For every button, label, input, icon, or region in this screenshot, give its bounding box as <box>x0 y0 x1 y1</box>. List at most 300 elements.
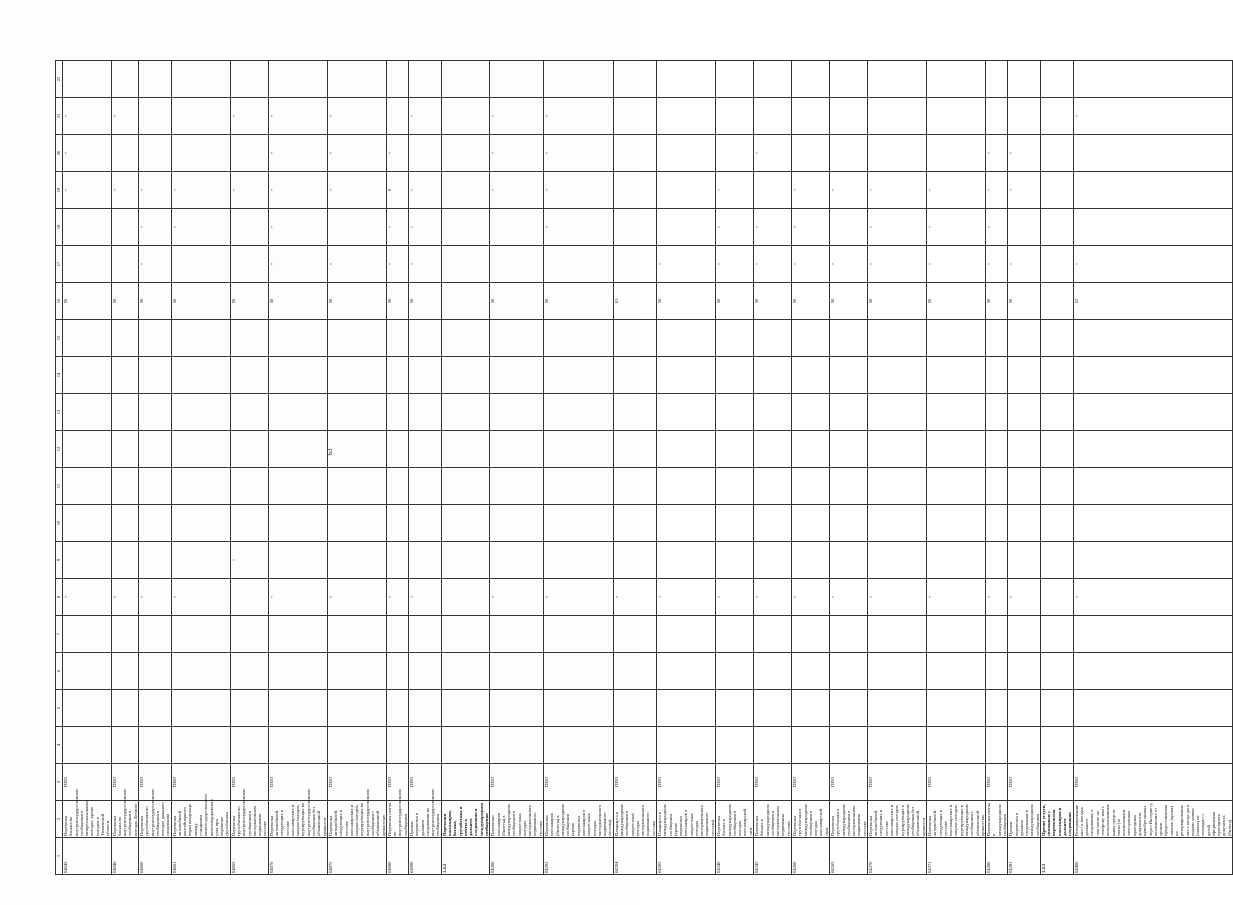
row-cell-col-7 <box>171 616 230 653</box>
row-cell-col-13 <box>138 394 171 431</box>
row-cell-col-8: + <box>63 579 112 616</box>
row-cell-col-20 <box>1040 135 1073 172</box>
row-cell-col-18: + <box>171 209 230 246</box>
row-cell-col-4 <box>1008 727 1041 764</box>
row-cell-col-14 <box>927 357 986 394</box>
row-type: ППО <box>791 764 829 801</box>
row-cell-col-6 <box>613 653 656 690</box>
row-type <box>1040 764 1073 801</box>
row-cell-col-18 <box>111 209 138 246</box>
row-cell-col-7 <box>986 616 1008 653</box>
row-cell-col-17: + <box>1008 246 1041 283</box>
row-cell-col-16: 50 <box>409 283 442 320</box>
row-cell-col-4 <box>409 727 442 764</box>
row-cell-col-10 <box>544 505 614 542</box>
row-cell-col-22 <box>268 61 327 98</box>
row-cell-col-18: + <box>409 209 442 246</box>
row-cell-col-10 <box>268 505 327 542</box>
row-cell-col-15 <box>927 320 986 357</box>
row-cell-col-14 <box>441 357 490 394</box>
row-cell-col-17: + <box>986 246 1008 283</box>
row-cell-col-6 <box>63 653 112 690</box>
row-cell-col-21: + <box>63 98 112 135</box>
table-row <box>386 61 408 875</box>
row-cell-col-5 <box>386 690 408 727</box>
row-cell-col-10 <box>441 505 490 542</box>
row-cell-col-5 <box>327 690 386 727</box>
row-cell-col-10 <box>1040 505 1073 542</box>
row-cell-col-4 <box>386 727 408 764</box>
row-code: 04202 <box>544 838 614 875</box>
row-cell-col-13 <box>327 394 386 431</box>
header-cell: 12 <box>56 431 63 468</box>
row-cell-col-15 <box>268 320 327 357</box>
row-cell-col-8: + <box>490 579 544 616</box>
row-cell-col-17 <box>63 246 112 283</box>
header-cell: 4 <box>56 727 63 764</box>
row-cell-col-7 <box>111 616 138 653</box>
row-cell-col-12 <box>111 431 138 468</box>
row-code: 04205 <box>656 838 715 875</box>
row-cell-col-6 <box>829 653 867 690</box>
tariff-table <box>55 60 1233 875</box>
row-cell-col-22 <box>138 61 171 98</box>
row-cell-col-21: + <box>111 98 138 135</box>
row-cell-col-13 <box>927 394 986 431</box>
row-cell-col-14 <box>409 357 442 394</box>
row-cell-col-16: 50 <box>268 283 327 320</box>
row-cell-col-4 <box>544 727 614 764</box>
table-row <box>544 61 614 875</box>
row-cell-col-18 <box>1073 209 1232 246</box>
row-cell-col-17: + <box>829 246 867 283</box>
row-name: Перевозка автомобилей, следующих в составе пассажирских и скорых поездов, курсирующих в международном сообщении с объявленной ценностью <box>927 801 986 838</box>
header-cell: 6 <box>56 653 63 690</box>
row-cell-col-14 <box>1008 357 1041 394</box>
row-cell-col-13 <box>268 394 327 431</box>
row-cell-col-12 <box>544 431 614 468</box>
row-cell-col-22 <box>327 61 386 98</box>
row-cell-col-10 <box>613 505 656 542</box>
row-cell-col-15 <box>791 320 829 357</box>
row-cell-col-10 <box>829 505 867 542</box>
row-cell-col-16 <box>441 283 490 320</box>
row-cell-col-9 <box>386 542 408 579</box>
row-code: 04070 <box>268 838 327 875</box>
row-type: ППО <box>754 764 792 801</box>
row-cell-col-22 <box>829 61 867 98</box>
row-cell-col-12 <box>986 431 1008 468</box>
table-row <box>63 61 112 875</box>
row-cell-col-22 <box>1008 61 1041 98</box>
row-cell-col-7 <box>754 616 792 653</box>
row-cell-col-6 <box>1073 653 1232 690</box>
row-cell-col-5 <box>138 690 171 727</box>
row-cell-col-8: + <box>656 579 715 616</box>
row-cell-col-5 <box>829 690 867 727</box>
row-cell-col-10 <box>230 505 268 542</box>
row-cell-col-18 <box>63 209 112 246</box>
row-cell-col-11 <box>63 468 112 505</box>
row-cell-col-17 <box>111 246 138 283</box>
row-cell-col-7 <box>927 616 986 653</box>
row-cell-col-9 <box>490 542 544 579</box>
header-cell: 1 <box>56 838 63 875</box>
row-cell-col-7 <box>716 616 754 653</box>
row-cell-col-17: + <box>791 246 829 283</box>
row-cell-col-8: + <box>409 579 442 616</box>
row-cell-col-9 <box>613 542 656 579</box>
row-cell-col-11 <box>1073 468 1232 505</box>
row-cell-col-4 <box>656 727 715 764</box>
row-cell-col-17: + <box>386 246 408 283</box>
row-cell-col-16: 50 <box>63 283 112 320</box>
row-cell-col-21 <box>656 98 715 135</box>
row-cell-col-9 <box>268 542 327 579</box>
row-cell-col-6 <box>716 653 754 690</box>
row-cell-col-17: + <box>656 246 715 283</box>
row-cell-col-21 <box>927 98 986 135</box>
table-row <box>867 61 926 875</box>
row-cell-col-6 <box>327 653 386 690</box>
row-cell-col-16: 50 <box>656 283 715 320</box>
row-code: 04060 <box>138 838 171 875</box>
row-cell-col-13 <box>754 394 792 431</box>
row-cell-col-18: + <box>791 209 829 246</box>
row-type: ППО <box>1008 764 1041 801</box>
row-cell-col-20 <box>409 135 442 172</box>
row-cell-col-5 <box>1040 690 1073 727</box>
row-cell-col-10 <box>1008 505 1041 542</box>
row-cell-col-7 <box>138 616 171 653</box>
row-cell-col-13 <box>829 394 867 431</box>
row-cell-col-13 <box>716 394 754 431</box>
rotated-table-area <box>55 60 1232 875</box>
row-cell-col-20 <box>613 135 656 172</box>
row-cell-col-19: + <box>716 172 754 209</box>
row-name: Прочие услуги, связанные с перевозками пассажиров в дальнем следовании <box>1040 801 1073 838</box>
row-cell-col-16: 50 <box>754 283 792 320</box>
header-cell: 17 <box>56 246 63 283</box>
row-type: ППО <box>171 764 230 801</box>
row-cell-col-19: + <box>986 172 1008 209</box>
row-cell-col-8: + <box>986 579 1008 616</box>
row-cell-col-21 <box>754 98 792 135</box>
row-cell-col-22 <box>986 61 1008 98</box>
row-cell-col-17: + <box>327 246 386 283</box>
row-name: Перевозка багажа в международном сообщении в поездах пассажирской тяги <box>716 801 754 838</box>
header-cell: 8 <box>56 579 63 616</box>
row-type: ППО <box>544 764 614 801</box>
row-cell-col-21: + <box>268 98 327 135</box>
row-cell-col-21 <box>613 98 656 135</box>
row-cell-col-11 <box>441 468 490 505</box>
row-cell-col-8: + <box>829 579 867 616</box>
row-cell-col-14 <box>111 357 138 394</box>
row-cell-col-19: + <box>490 172 544 209</box>
row-cell-col-19: + <box>327 172 386 209</box>
row-cell-col-7 <box>63 616 112 653</box>
row-cell-col-17 <box>613 246 656 283</box>
row-cell-col-8: + <box>386 579 408 616</box>
row-cell-col-9 <box>327 542 386 579</box>
row-cell-col-22 <box>111 61 138 98</box>
table-row <box>268 61 327 875</box>
header-cell: 11 <box>56 468 63 505</box>
row-cell-col-14 <box>544 357 614 394</box>
row-cell-col-6 <box>656 653 715 690</box>
row-type: ППО <box>867 764 926 801</box>
row-name: Перевозка грузобагажа во внутригосударственном сообщении в поездах дальнего следования <box>138 789 171 836</box>
row-cell-col-9 <box>138 542 171 579</box>
row-cell-col-13 <box>1040 394 1073 431</box>
header-cell: 19 <box>56 172 63 209</box>
row-cell-col-13 <box>986 394 1008 431</box>
row-cell-col-8: + <box>327 579 386 616</box>
row-name: Перевозка почты в международном сообщении <box>986 801 1008 838</box>
row-cell-col-15 <box>1073 320 1232 357</box>
row-cell-col-18 <box>613 209 656 246</box>
row-cell-col-10 <box>490 505 544 542</box>
row-cell-col-19: + <box>791 172 829 209</box>
row-cell-col-9 <box>1073 542 1232 579</box>
row-cell-col-5 <box>268 690 327 727</box>
row-code: 04061 <box>171 838 230 875</box>
row-cell-col-13 <box>441 394 490 431</box>
row-cell-col-9 <box>986 542 1008 579</box>
row-cell-col-12 <box>1073 431 1232 468</box>
row-cell-col-16: 50 <box>791 283 829 320</box>
table-header-row <box>56 61 63 875</box>
row-cell-col-14 <box>1040 357 1073 394</box>
row-cell-col-21 <box>716 98 754 135</box>
row-cell-col-4 <box>230 727 268 764</box>
row-cell-col-6 <box>386 653 408 690</box>
row-cell-col-5 <box>230 690 268 727</box>
row-cell-col-15 <box>230 320 268 357</box>
row-cell-col-22 <box>927 61 986 98</box>
header-cell: 5 <box>56 690 63 727</box>
row-code: 04270 <box>867 838 926 875</box>
row-cell-col-21 <box>791 98 829 135</box>
row-cell-col-12 <box>791 431 829 468</box>
row-cell-col-5 <box>1008 690 1041 727</box>
row-cell-col-13 <box>1073 394 1232 431</box>
row-cell-col-16: 50 <box>867 283 926 320</box>
row-name: Прочие перевозки в дальнем следовании во внутригосударственном сообщении <box>409 789 441 836</box>
row-cell-col-21: + <box>327 98 386 135</box>
row-cell-col-15 <box>441 320 490 357</box>
row-cell-col-11 <box>490 468 544 505</box>
row-cell-col-10 <box>927 505 986 542</box>
row-cell-col-5 <box>441 690 490 727</box>
row-cell-col-17: + <box>409 246 442 283</box>
row-cell-col-4 <box>1073 727 1232 764</box>
header-cell: 13 <box>56 394 63 431</box>
row-cell-col-20: + <box>63 135 112 172</box>
row-cell-col-21 <box>986 98 1008 135</box>
row-code: 04271 <box>927 838 986 875</box>
row-type: ППО <box>327 764 386 801</box>
row-cell-col-5 <box>656 690 715 727</box>
row-type: ППО <box>927 764 986 801</box>
header-cell: 16 <box>56 283 63 320</box>
row-cell-col-22 <box>1040 61 1073 98</box>
row-cell-col-16: 50 <box>544 283 614 320</box>
row-cell-col-9 <box>716 542 754 579</box>
row-cell-col-18 <box>490 209 544 246</box>
row-cell-col-20: + <box>986 135 1008 172</box>
row-cell-col-12 <box>268 431 327 468</box>
table-row <box>490 61 544 875</box>
row-cell-col-20 <box>138 135 171 172</box>
row-cell-col-14 <box>490 357 544 394</box>
row-cell-col-8: + <box>791 579 829 616</box>
row-cell-col-22 <box>230 61 268 98</box>
row-cell-col-15 <box>171 320 230 357</box>
row-cell-col-4 <box>138 727 171 764</box>
table-row <box>1008 61 1041 875</box>
row-cell-col-12 <box>490 431 544 468</box>
row-cell-col-20 <box>791 135 829 172</box>
row-cell-col-16: 01 <box>613 283 656 320</box>
row-type: ППО <box>829 764 867 801</box>
row-code: 04245 <box>754 838 792 875</box>
row-cell-col-18 <box>829 209 867 246</box>
row-cell-col-14 <box>386 357 408 394</box>
row-cell-col-11 <box>1040 468 1073 505</box>
row-cell-col-19: 0 <box>386 172 408 209</box>
row-name: Перевозка автомобилей контейнерного парка владельца между станциями межгосударственного железнодорожного узла при перевозке грузобагажа <box>171 793 230 836</box>
row-cell-col-19: + <box>230 172 268 209</box>
row-name: Перевозка автомобилей, следующих в составе пассажирских и скорых поездов, курсирующих в международном сообщении без объявленной ценности <box>867 801 926 838</box>
row-cell-col-5 <box>63 690 112 727</box>
row-cell-col-6 <box>268 653 327 690</box>
table-row <box>656 61 715 875</box>
row-cell-col-4 <box>490 727 544 764</box>
table-row <box>716 61 754 875</box>
row-cell-col-13 <box>867 394 926 431</box>
row-cell-col-20 <box>656 135 715 172</box>
row-cell-col-14 <box>716 357 754 394</box>
row-cell-col-21 <box>867 98 926 135</box>
row-cell-col-16 <box>1040 283 1073 320</box>
header-cell: 22 <box>56 61 63 98</box>
row-cell-col-19 <box>754 172 792 209</box>
row-cell-col-21: + <box>409 98 442 135</box>
row-cell-col-8: + <box>544 579 614 616</box>
row-cell-col-19 <box>1073 172 1232 209</box>
row-cell-col-17: + <box>268 246 327 283</box>
row-cell-col-8: + <box>138 579 171 616</box>
row-cell-col-22 <box>754 61 792 98</box>
row-cell-col-8: + <box>754 579 792 616</box>
row-cell-col-16: 50 <box>716 283 754 320</box>
row-cell-col-19: + <box>111 172 138 209</box>
row-cell-col-13 <box>230 394 268 431</box>
row-cell-col-11 <box>1008 468 1041 505</box>
row-cell-col-19: + <box>138 172 171 209</box>
row-cell-col-20 <box>111 135 138 172</box>
row-cell-col-6 <box>791 653 829 690</box>
row-cell-col-4 <box>613 727 656 764</box>
row-cell-col-11 <box>927 468 986 505</box>
row-cell-col-18 <box>230 209 268 246</box>
row-cell-col-18: + <box>544 209 614 246</box>
row-cell-col-21: + <box>544 98 614 135</box>
row-cell-col-9 <box>791 542 829 579</box>
row-cell-col-5 <box>544 690 614 727</box>
row-cell-col-8: + <box>716 579 754 616</box>
row-type: ППО <box>490 764 544 801</box>
row-cell-col-14 <box>171 357 230 394</box>
header-cell: 15 <box>56 320 63 357</box>
row-cell-col-10 <box>867 505 926 542</box>
row-name: Плацкарта в международном сообщении в скоростных поездах моторвагонного подвижного состава <box>613 801 656 838</box>
row-cell-col-9 <box>63 542 112 579</box>
table-row <box>1073 61 1232 875</box>
row-code: 04240 <box>716 838 754 875</box>
row-type: ППО <box>230 764 268 801</box>
row-cell-col-12 <box>409 431 442 468</box>
row-cell-col-7 <box>409 616 442 653</box>
table-row <box>791 61 829 875</box>
row-cell-col-7 <box>268 616 327 653</box>
row-cell-col-15 <box>754 320 792 357</box>
row-cell-col-10 <box>754 505 792 542</box>
row-cell-col-8 <box>230 579 268 616</box>
row-cell-col-14 <box>230 357 268 394</box>
row-cell-col-15 <box>111 320 138 357</box>
row-cell-col-7 <box>230 616 268 653</box>
header-cell: 3 <box>56 764 63 801</box>
row-cell-col-8: + <box>171 579 230 616</box>
row-cell-col-5 <box>791 690 829 727</box>
row-cell-col-6 <box>867 653 926 690</box>
row-cell-col-13 <box>409 394 442 431</box>
row-cell-col-20 <box>230 135 268 172</box>
row-cell-col-22 <box>490 61 544 98</box>
row-cell-col-5 <box>171 690 230 727</box>
row-cell-col-9 <box>927 542 986 579</box>
row-cell-col-19: + <box>268 172 327 209</box>
row-cell-col-14 <box>829 357 867 394</box>
row-type: ППО <box>111 764 138 801</box>
row-cell-col-13 <box>171 394 230 431</box>
row-cell-col-5 <box>1073 690 1232 727</box>
row-cell-col-10 <box>327 505 386 542</box>
row-cell-col-22 <box>791 61 829 98</box>
row-cell-col-13 <box>613 394 656 431</box>
row-cell-col-11 <box>829 468 867 505</box>
row-cell-col-22 <box>867 61 926 98</box>
row-name: Перевозка автомобилей, следующих в составе пассажирских и скорых поездов, курсирующих во внутригосударственном сообщении с объявленной ценностью <box>327 789 386 836</box>
row-cell-col-18 <box>1040 209 1073 246</box>
table-row <box>986 61 1008 875</box>
row-cell-col-7 <box>490 616 544 653</box>
row-cell-col-6 <box>111 653 138 690</box>
row-cell-col-22 <box>1073 61 1232 98</box>
row-cell-col-14 <box>656 357 715 394</box>
row-cell-col-12 <box>63 431 112 468</box>
row-name: Перевозки пассажиров, багажа, грузобагажа и почты в дальнем следовании в международном сообщении <box>441 801 490 838</box>
row-cell-col-20: + <box>386 135 408 172</box>
row-cell-col-11 <box>386 468 408 505</box>
row-cell-col-14 <box>1073 357 1232 394</box>
row-cell-col-20 <box>829 135 867 172</box>
row-cell-col-16: 50 <box>386 283 408 320</box>
row-cell-col-6 <box>1040 653 1073 690</box>
